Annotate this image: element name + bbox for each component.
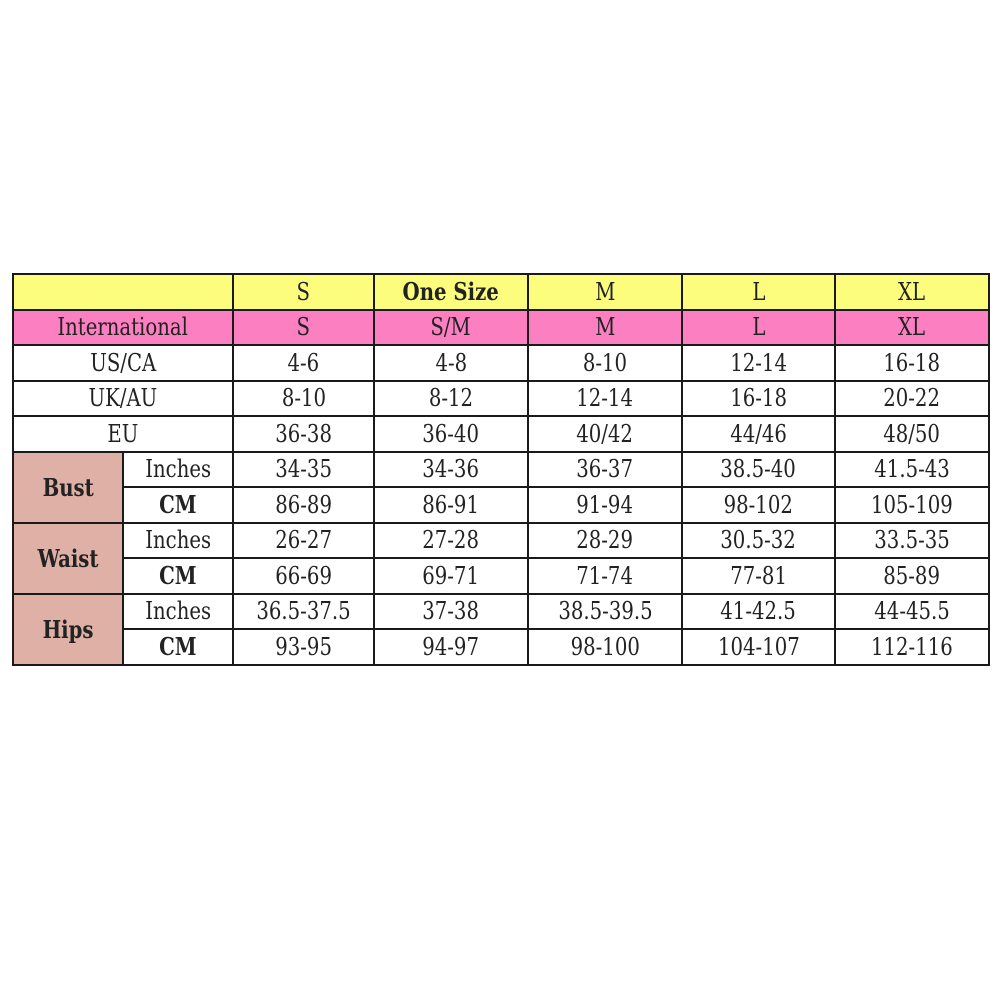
table-cell: 4-6	[233, 345, 374, 381]
size-cell: XL	[835, 274, 989, 310]
hips-inches-row	[13, 594, 989, 630]
table-cell: 38.5-39.5	[528, 594, 682, 630]
size-cell: M	[528, 274, 682, 310]
international-cell: M	[528, 310, 682, 346]
table-cell: 34-35	[233, 452, 374, 488]
table-cell: 34-36	[374, 452, 528, 488]
header-corner-cell	[13, 274, 233, 310]
international-cell: S/M	[374, 310, 528, 346]
table-cell: 30.5-32	[682, 523, 835, 559]
table-cell: 69-71	[374, 558, 528, 594]
table-cell: 8-12	[374, 381, 528, 417]
region-label: UK/AU	[13, 381, 233, 417]
table-cell: 16-18	[835, 345, 989, 381]
table-cell: 98-102	[682, 487, 835, 523]
waist-group-label: Waist	[13, 523, 123, 594]
international-row	[13, 310, 989, 346]
table-cell: 104-107	[682, 629, 835, 665]
size-cell: L	[682, 274, 835, 310]
table-cell: 86-91	[374, 487, 528, 523]
table-cell: 71-74	[528, 558, 682, 594]
table-cell: 20-22	[835, 381, 989, 417]
table-cell: 86-89	[233, 487, 374, 523]
table-cell: 98-100	[528, 629, 682, 665]
table-cell: 85-89	[835, 558, 989, 594]
table-cell: 91-94	[528, 487, 682, 523]
table-cell: 94-97	[374, 629, 528, 665]
table-cell: 44-45.5	[835, 594, 989, 630]
region-row-eu	[13, 416, 989, 452]
region-row-us-ca	[13, 345, 989, 381]
table-cell: 66-69	[233, 558, 374, 594]
bust-cm-row	[13, 487, 989, 523]
table-cell: 38.5-40	[682, 452, 835, 488]
table-cell: 36-38	[233, 416, 374, 452]
unit-label: CM	[123, 487, 233, 523]
table-cell: 36-40	[374, 416, 528, 452]
region-row-uk-au	[13, 381, 989, 417]
table-cell: 93-95	[233, 629, 374, 665]
waist-inches-row	[13, 523, 989, 559]
table-cell: 26-27	[233, 523, 374, 559]
table-cell: 33.5-35	[835, 523, 989, 559]
table-cell: 44/46	[682, 416, 835, 452]
size-cell: S	[233, 274, 374, 310]
size-cell: One Size	[374, 274, 528, 310]
table-cell: 48/50	[835, 416, 989, 452]
region-label: EU	[13, 416, 233, 452]
table-cell: 41.5-43	[835, 452, 989, 488]
table-cell: 8-10	[528, 345, 682, 381]
size-chart-table	[12, 273, 990, 666]
unit-label: CM	[123, 558, 233, 594]
unit-label: CM	[123, 629, 233, 665]
table-cell: 12-14	[682, 345, 835, 381]
table-cell: 27-28	[374, 523, 528, 559]
hips-cm-row	[13, 629, 989, 665]
size-header-row	[13, 274, 989, 310]
table-cell: 37-38	[374, 594, 528, 630]
unit-label: Inches	[123, 523, 233, 559]
table-cell: 16-18	[682, 381, 835, 417]
region-label: US/CA	[13, 345, 233, 381]
table-cell: 4-8	[374, 345, 528, 381]
waist-cm-row	[13, 558, 989, 594]
international-cell: XL	[835, 310, 989, 346]
table-cell: 36.5-37.5	[233, 594, 374, 630]
table-cell: 8-10	[233, 381, 374, 417]
unit-label: Inches	[123, 452, 233, 488]
table-cell: 112-116	[835, 629, 989, 665]
hips-group-label: Hips	[13, 594, 123, 665]
bust-group-label: Bust	[13, 452, 123, 523]
table-cell: 28-29	[528, 523, 682, 559]
table-cell: 40/42	[528, 416, 682, 452]
table-cell: 41-42.5	[682, 594, 835, 630]
table-cell: 36-37	[528, 452, 682, 488]
table-cell: 77-81	[682, 558, 835, 594]
international-cell: S	[233, 310, 374, 346]
bust-inches-row	[13, 452, 989, 488]
unit-label: Inches	[123, 594, 233, 630]
international-cell: L	[682, 310, 835, 346]
table-cell: 105-109	[835, 487, 989, 523]
international-label: International	[13, 310, 233, 346]
table-cell: 12-14	[528, 381, 682, 417]
